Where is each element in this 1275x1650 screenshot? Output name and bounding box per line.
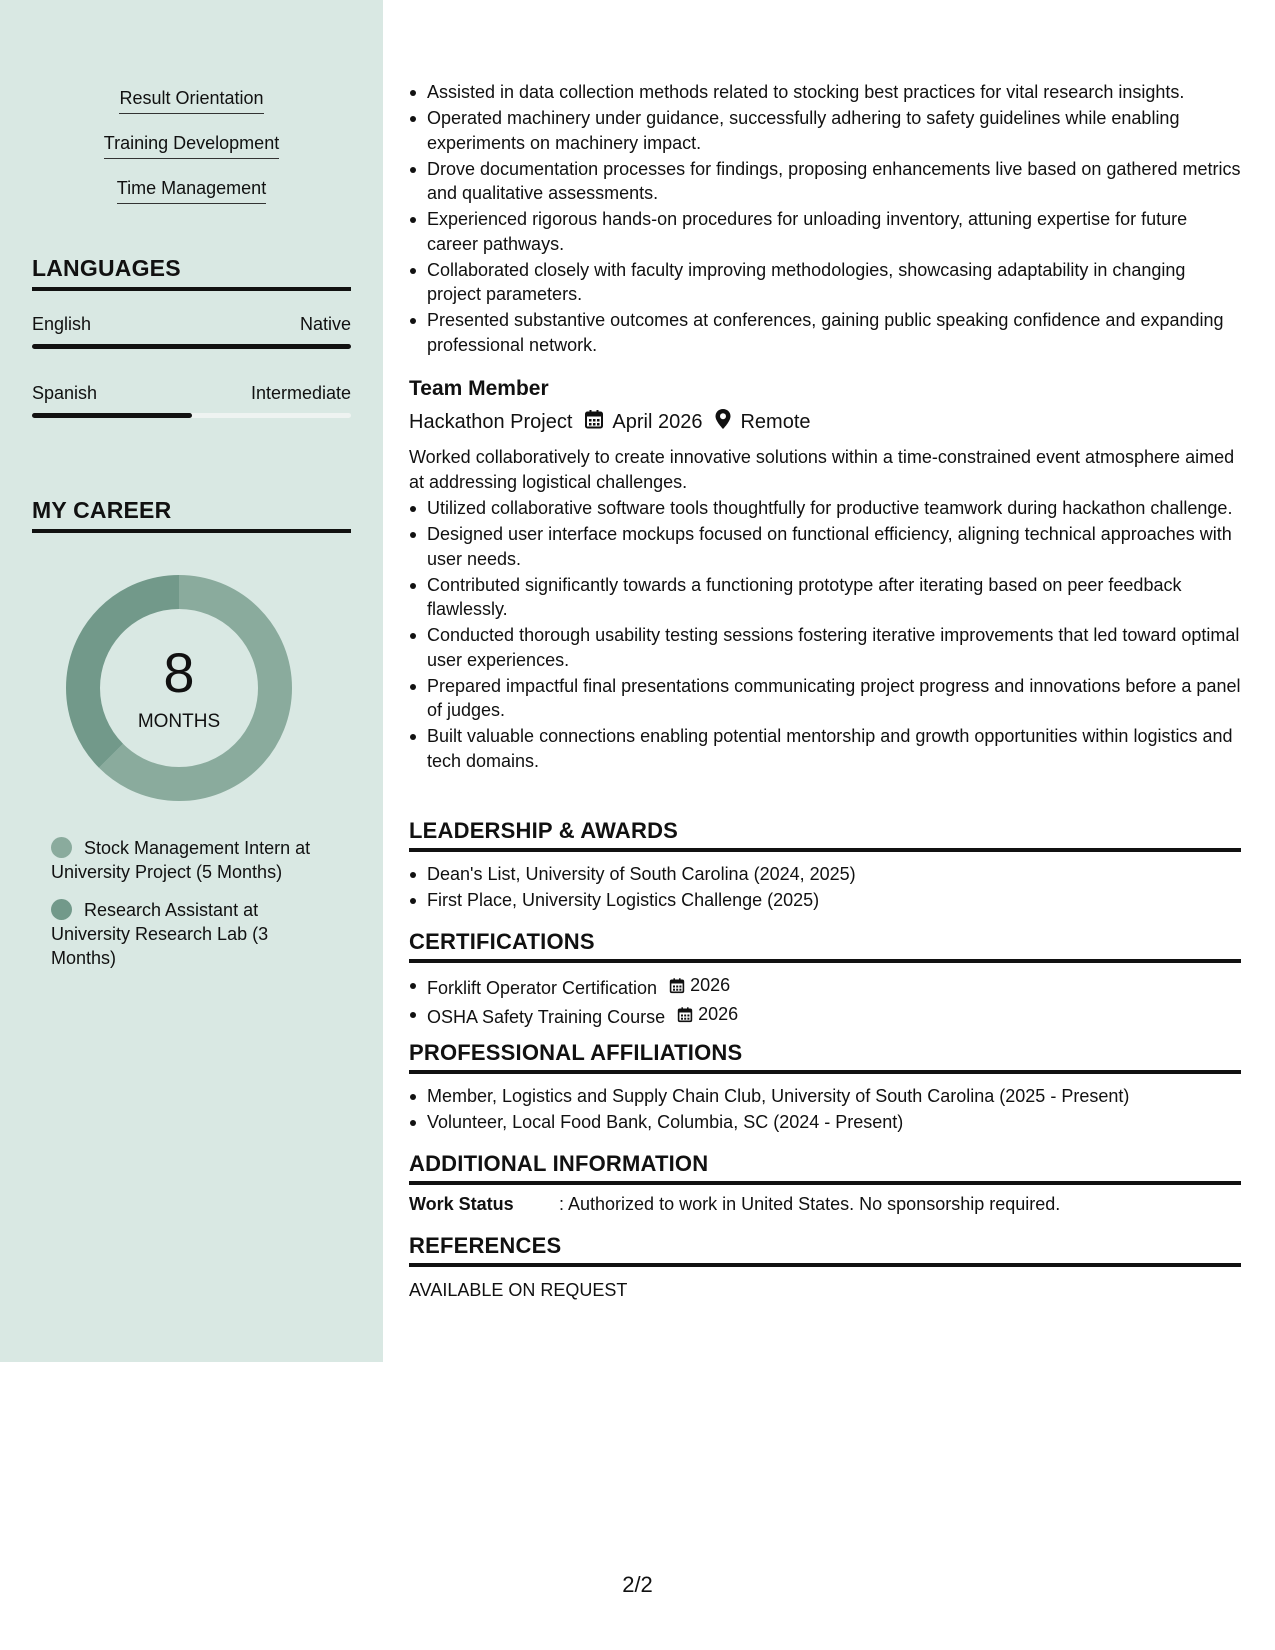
career-legend-item — [51, 898, 333, 970]
list-item: Presented substantive outcomes at conferences, gaining public speaking confidence and expanding professional network. — [409, 308, 1241, 357]
language-proficiency-bar — [32, 413, 351, 418]
list-item: Utilized collaborative software tools thoughtfully for productive teamwork during hackathon challenge. — [409, 496, 1241, 521]
language-name: English — [32, 314, 92, 334]
previous-role-bullets — [409, 80, 1241, 359]
language-row — [32, 383, 351, 404]
list-item: Experienced rigorous hands-on procedures for unloading inventory, attuning expertise for future career pathways. — [409, 207, 1241, 256]
cert-date — [669, 973, 730, 998]
role-summary: Worked collaboratively to create innovative solutions within a time-constrained event atmosphere aimed at addressing logistical challenges. — [409, 447, 1235, 492]
work-status-value: : Authorized to work in United States. No sponsorship required. — [559, 1194, 1061, 1214]
affiliations-heading: PROFESSIONAL AFFILIATIONS — [409, 1040, 1241, 1074]
work-status-row — [409, 1194, 1241, 1215]
career-legend-text: Research Assistant at University Research Lab (3 Months) — [51, 900, 269, 968]
languages-heading: LANGUAGES — [32, 255, 351, 291]
role-title: Team Member — [409, 377, 549, 400]
career-total-number: 8 — [163, 641, 195, 704]
page-number: 2/2 — [622, 1572, 653, 1597]
list-item: Conducted thorough usability testing sessions fostering iterative improvements that led toward optimal user experiences. — [409, 623, 1241, 672]
list-item: Designed user interface mockups focused on functional efficiency, aligning technical approaches with user needs. — [409, 522, 1241, 571]
awards-heading: LEADERSHIP & AWARDS — [409, 818, 1241, 852]
list-item: Assisted in data collection methods related to stocking best practices for vital research insights. — [409, 80, 1241, 105]
skill-label: Time Management — [117, 178, 266, 204]
work-status-label: Work Status — [409, 1194, 514, 1214]
list-item — [409, 1002, 1241, 1029]
list-item: Member, Logistics and Supply Chain Club, University of South Carolina (2025 - Present) — [409, 1084, 1241, 1109]
language-proficiency-bar — [32, 344, 351, 349]
skill-label: Result Orientation — [119, 88, 263, 114]
skill-item — [0, 88, 383, 114]
certifications-list — [409, 973, 1241, 1031]
references-heading: REFERENCES — [409, 1233, 1241, 1267]
role-location: Remote — [740, 410, 811, 433]
list-item: Contributed significantly towards a functioning prototype after iterating based on peer feedback flawlessly. — [409, 573, 1241, 622]
list-item: Prepared impactful final presentations communicating project progress and innovations before a panel of judges. — [409, 674, 1241, 723]
legend-swatch — [51, 837, 72, 858]
language-row — [32, 314, 351, 335]
awards-list — [409, 862, 1241, 914]
list-item — [409, 973, 1241, 1000]
skill-label: Training Development — [104, 133, 279, 159]
language-level: Intermediate — [250, 383, 351, 403]
role-meta — [409, 408, 1241, 436]
sidebar — [0, 0, 383, 1362]
cert-date — [677, 1002, 738, 1027]
role-date: April 2026 — [612, 410, 703, 433]
language-proficiency-fill — [32, 413, 192, 418]
list-item: First Place, University Logistics Challenge (2025) — [409, 888, 1241, 913]
skill-item — [0, 133, 383, 159]
legend-swatch — [51, 899, 72, 920]
role-bullets — [409, 496, 1241, 775]
location-pin-icon — [714, 408, 732, 436]
certifications-heading: CERTIFICATIONS — [409, 929, 1241, 963]
cert-name: OSHA Safety Training Course — [427, 1006, 666, 1027]
career-heading: MY CAREER — [32, 497, 351, 533]
list-item: Drove documentation processes for findings, proposing enhancements live based on gathered metrics and qualitative assessments. — [409, 157, 1241, 206]
additional-info-heading: ADDITIONAL INFORMATION — [409, 1151, 1241, 1185]
calendar-icon — [677, 1006, 693, 1023]
language-proficiency-fill — [32, 344, 351, 349]
list-item: Built valuable connections enabling potential mentorship and growth opportunities within logistics and tech domains. — [409, 724, 1241, 773]
language-name: Spanish — [32, 383, 98, 403]
cert-year: 2026 — [698, 1003, 739, 1024]
career-legend-text: Stock Management Intern at University Project (5 Months) — [51, 838, 311, 882]
list-item: Collaborated closely with faculty improving methodologies, showcasing adaptability in changing project parameters. — [409, 258, 1241, 307]
career-legend-item — [51, 836, 333, 884]
list-item: Dean's List, University of South Carolina (2024, 2025) — [409, 862, 1241, 887]
calendar-icon — [584, 409, 604, 435]
language-level: Native — [299, 314, 351, 334]
role-org: Hackathon Project — [409, 410, 573, 433]
cert-year: 2026 — [690, 975, 731, 995]
skill-item — [0, 178, 383, 204]
references-text: AVAILABLE ON REQUEST — [409, 1280, 628, 1300]
affiliations-list — [409, 1084, 1241, 1136]
list-item: Operated machinery under guidance, successfully adhering to safety guidelines while enabling experiments on machinery impact. — [409, 106, 1241, 155]
list-item: Volunteer, Local Food Bank, Columbia, SC (2024 - Present) — [409, 1110, 1241, 1135]
cert-name: Forklift Operator Certification — [427, 977, 658, 998]
career-total-unit: MONTHS — [137, 711, 221, 732]
calendar-icon — [669, 977, 685, 994]
